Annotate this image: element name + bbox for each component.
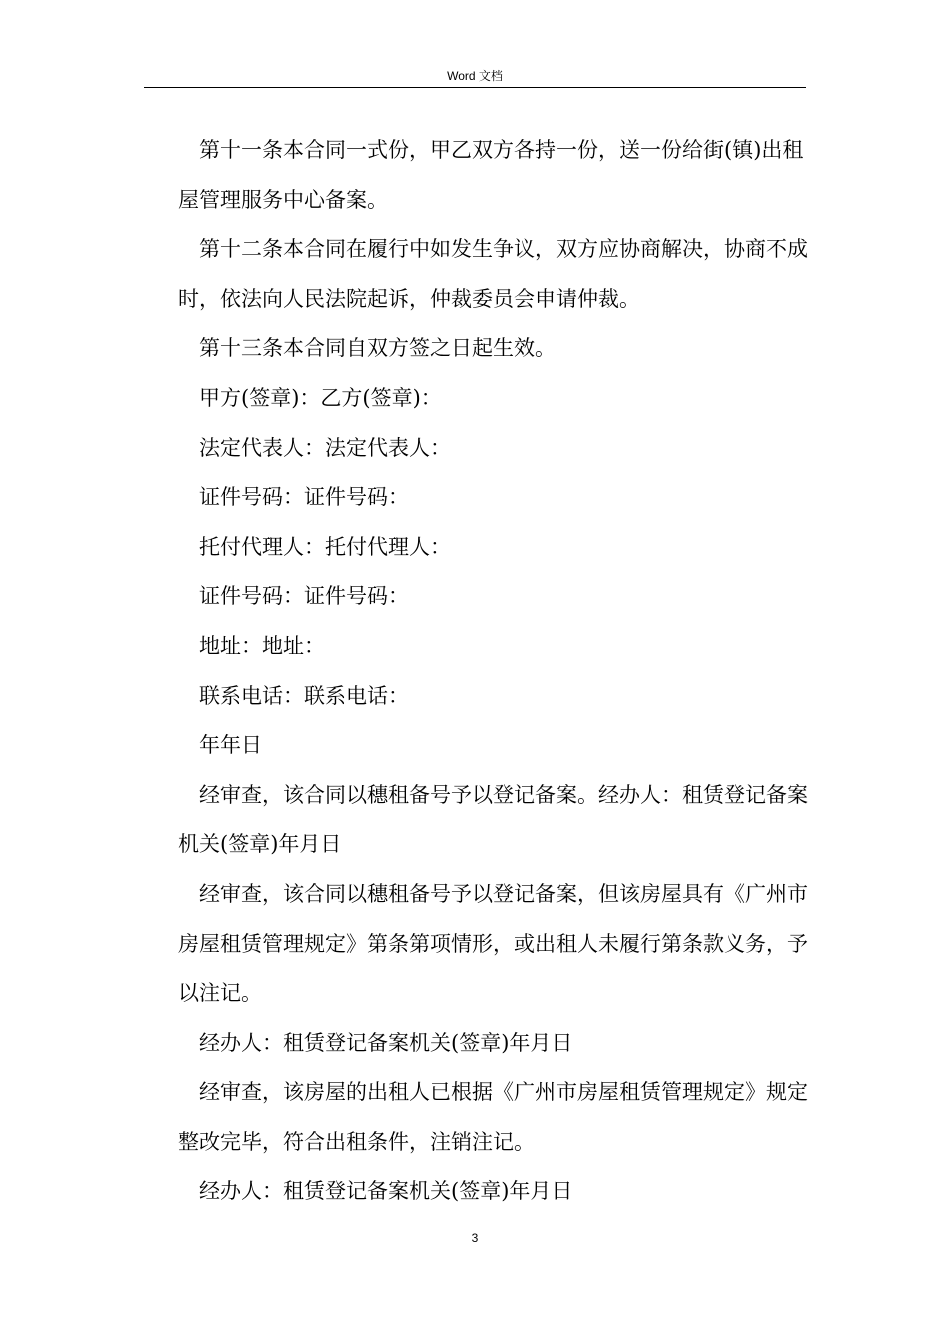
registration-annotation-paragraph: 经审查，该合同以穗租备号予以登记备案，但该房屋具有《广州市房屋租赁管理规定》第条第项情形，或出租人未履行第条款义务，予以注记。: [178, 881, 808, 1006]
id-number-line: 证件号码：证件号码：: [199, 485, 409, 510]
contact-phone-line: 联系电话：联系电话：: [199, 683, 409, 708]
page-header-title: Word 文档: [447, 69, 503, 83]
header-divider: [144, 87, 806, 88]
paragraph-article-12: 第十二条本合同在履行中如发生争议，双方应协商解决，协商不成时，依法向人民法院起诉，仲裁委员会申请仲裁。: [178, 237, 808, 311]
registration-review-paragraph: 经审查，该合同以穗租备号予以登记备案。经办人：租赁登记备案机关(签章)年月日: [178, 782, 808, 857]
entrusted-agent-line: 托付代理人：托付代理人：: [199, 534, 451, 559]
agent-id-number-line: 证件号码：证件号码：: [199, 584, 409, 609]
signature-party-line: 甲方(签章)：乙方(签章)：: [199, 385, 442, 410]
document-body: [178, 126, 808, 1217]
paragraph-article-13: 第十三条本合同自双方签之日起生效。: [199, 336, 556, 361]
legal-representative-line: 法定代表人：法定代表人：: [199, 435, 451, 460]
final-handler-signature-line: 经办人：租赁登记备案机关(签章)年月日: [199, 1179, 573, 1204]
paragraph-article-11: 第十一条本合同一式份，甲乙双方各持一份，送一份给街(镇)出租屋管理服务中心备案。: [178, 138, 804, 212]
annotation-cancellation-paragraph: 经审查，该房屋的出租人已根据《广州市房屋租赁管理规定》规定整改完毕，符合出租条件，注销注记。: [178, 1080, 808, 1154]
page-number: 3: [471, 1231, 479, 1245]
handler-signature-line: 经办人：租赁登记备案机关(签章)年月日: [199, 1030, 573, 1055]
address-line: 地址：地址：: [199, 633, 325, 658]
date-line: 年年日: [199, 733, 262, 758]
